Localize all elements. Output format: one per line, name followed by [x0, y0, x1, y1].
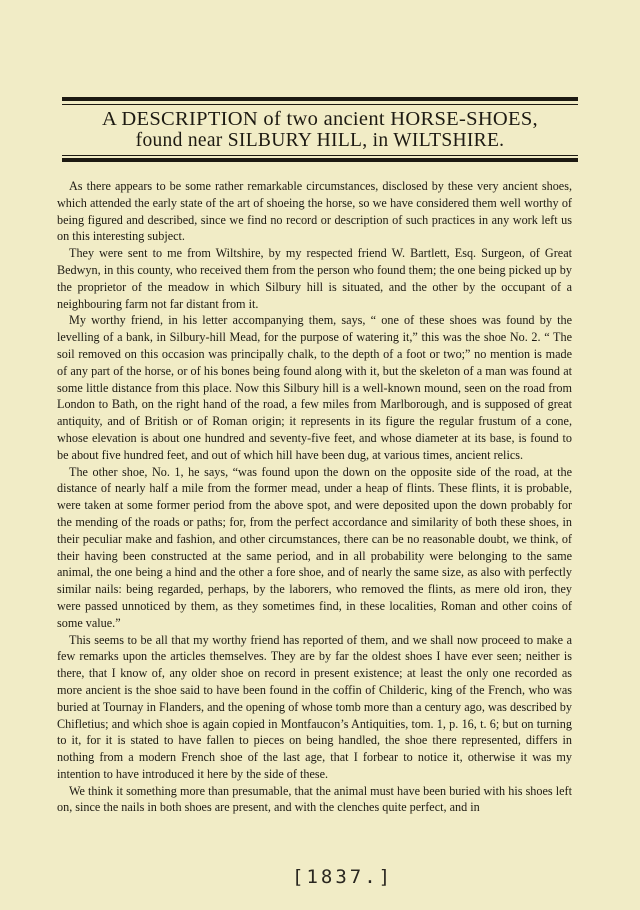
paragraph-6: We think it something more than presumable, that the animal must have been buried with his shoes left on, since the nails in both shoes are present, and with the clenches quite perfect, and in — [57, 783, 572, 815]
paragraph-5: This seems to be all that my worthy friend has reported of them, and we shall now proceed to make a few remarks upon the articles themselves. They are by far the oldest shoes I have ever seen; neither is there, that I know of, any older shoe on record in present existence; at least the only one recorded as more ancient is the shoe said to have been found in the coffin of Childeric, king of the French, who was buried at Tournay in Flanders, and the opening of whose tomb more than a century ago, was described by Chifletius; and which shoe is again copied in Montfaucon’s Antiquities, tom. 1, p. 16, t. 6; but on turning to it, for it is stated to have fallen to pieces on being handled, the shoe there represented, differs in nothing from a modern French shoe of the last age, that I forbear to notice it, otherwise it was my intention to have introduced it here by the side of these. — [57, 632, 572, 781]
title-line-1: A DESCRIPTION of two ancient HORSE-SHOES, — [102, 108, 538, 130]
date-stamp: [1837.] — [292, 866, 394, 888]
title-rule-top-thick — [62, 97, 578, 101]
paragraph-2: They were sent to me from Wiltshire, by my respected friend W. Bartlett, Esq. Surgeon, of Great Bedwyn, in this county, who received them from the person who found them; the one being picked up by the proprietor of the meadow in which Silbury hill is situated, and the other by the occupant of a neighbouring farm not far distant from it. — [57, 246, 572, 311]
title-rule-top-thin — [62, 104, 578, 105]
body-text — [57, 178, 572, 816]
paragraph-3: My worthy friend, in his letter accompanying them, says, “ one of these shoes was found by the levelling of a bank, in Silbury-hill Mead, for the purpose of watering it,” this was the shoe No. 2. “ The soil removed on this occasion was principally chalk, to the depth of a foot or two;” no mention is made of any part of the horse, or of his bones being found along with it, but the skeleton of a man was found at some little distance from this place. Now this Silbury hill is a well-known mound, seen on the road from London to Bath, on the right hand of the road, a few miles from Marlborough, and is supposed of great antiquity, and of British or of Roman origin; it represents in its figure the regular frustum of a cone, whose elevation is about one hundred and seventy-five feet, and whose diameter at its base, is found to be about five hundred feet, and out of which hill have been dug, at various times, ancient relics. — [57, 313, 572, 462]
document-title — [62, 108, 578, 152]
paragraph-1: As there appears to be some rather remarkable circumstances, disclosed by these very ancient shoes, which attended the early state of the art of shoeing the horse, so we have considered them well worthy of being figured and described, since we find no record or description of such practices in any work left us on this interesting subject. — [57, 179, 572, 244]
title-rule-bottom-thin — [62, 155, 578, 156]
paragraph-4: The other shoe, No. 1, he says, “was found upon the down on the opposite side of the road, at the distance of nearly half a mile from the former mead, under a heap of flints. These flints, it is probable, were taken at some former period from the above spot, and were deposited upon the down probably for the mending of the roads or paths; for, from the perfect accordance and similarity of both these shoes, in their peculiar make and fashion, and other circumstances, there can be no reasonable doubt, we think, of their having been constructed at the same period, and in all probability were belonging to the same animal, the one being a hind and the other a fore shoe, and of nearly the same size, as also with perfectly similar nails: being regarded, perhaps, by the laborers, who removed the flints, as mere old iron, they were passed unnoticed by them, as they sometimes find, in these localities, Roman and other coins of some value.” — [57, 464, 572, 630]
title-line-2: found near SILBURY HILL, in WILTSHIRE. — [135, 130, 505, 151]
title-rule-bottom-thick — [62, 158, 578, 162]
